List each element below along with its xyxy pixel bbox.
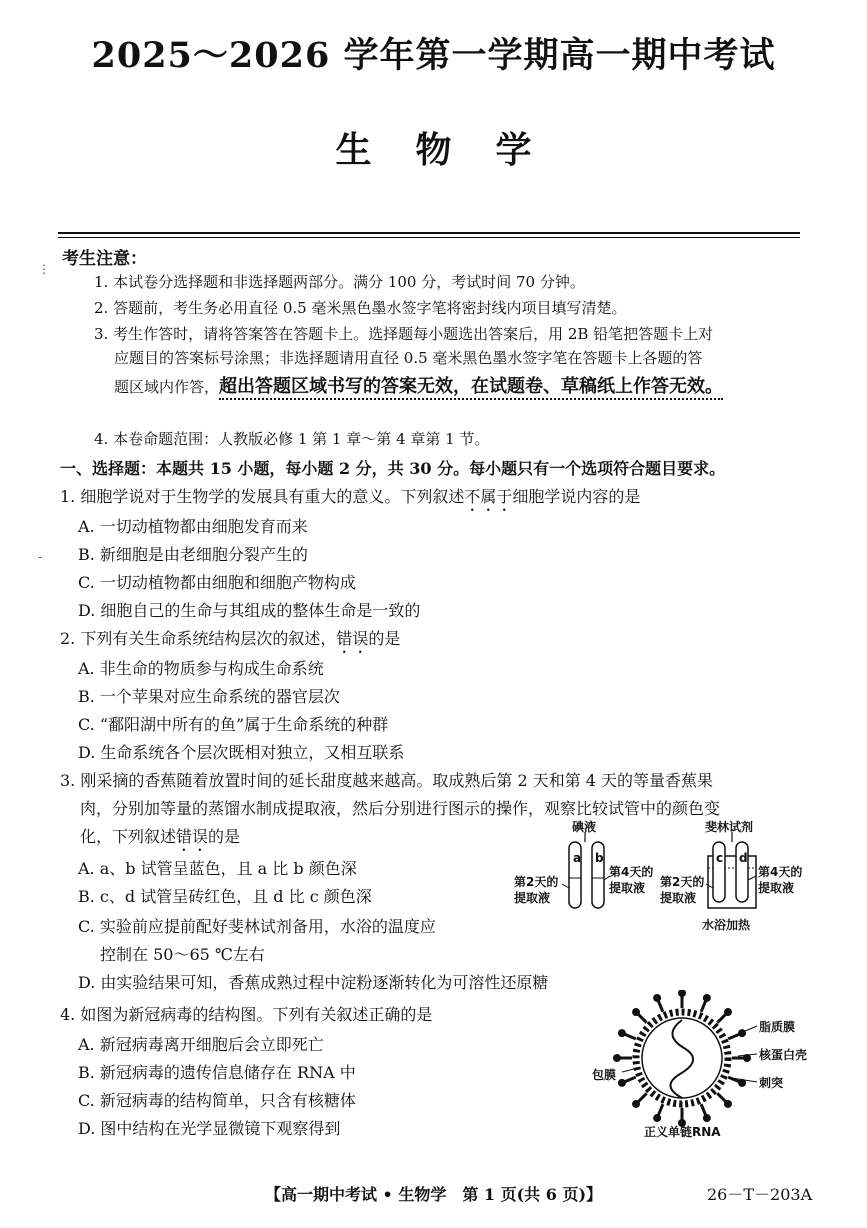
spike-head xyxy=(618,1029,626,1037)
q4-option-b: B. 新冠病毒的遗传信息储存在 RNA 中 xyxy=(78,1063,356,1082)
iodine-label: 碘液 xyxy=(572,820,597,834)
q4-option-a: A. 新冠病毒离开细胞后会立即死亡 xyxy=(78,1035,324,1054)
day4-label-left xyxy=(609,864,653,896)
capsid xyxy=(642,1018,722,1098)
spike-head xyxy=(678,990,686,997)
notice-item-1: 1. 本试卷分选择题和非选择题两部分。满分 100 分，考试时间 70 分钟。 xyxy=(94,273,585,291)
q3-stem-line-3 xyxy=(80,824,240,855)
label-line: 第2天的 xyxy=(660,875,705,889)
page-footer: 【高一期中考试 • 生物学 第 1 页(共 6 页)】 xyxy=(264,1185,603,1204)
fehling-label: 斐林试剂 xyxy=(705,820,754,834)
spike xyxy=(717,1014,725,1022)
spike-head xyxy=(653,994,661,1002)
exam-code: 26－T－203A xyxy=(707,1185,813,1204)
q2-stem-text-end: 的是 xyxy=(368,629,401,648)
margin-mark: ⋮ xyxy=(38,262,50,276)
day2-pointer-left xyxy=(562,884,569,888)
header-rule-thin xyxy=(58,237,800,238)
q1-option-b: B. 新细胞是由老细胞分裂产生的 xyxy=(78,545,308,564)
spike-head xyxy=(703,994,711,1002)
spike xyxy=(638,1014,646,1022)
q3-figure xyxy=(510,818,810,938)
q2-option-c: C. “鄱阳湖中所有的鱼”属于生命系统的种群 xyxy=(78,715,389,734)
spike-head xyxy=(724,1100,732,1108)
q3-option-c-cont: 控制在 50～65 ℃左右 xyxy=(100,945,265,964)
spike-head xyxy=(632,1008,640,1016)
tube-d-label: d xyxy=(739,851,748,865)
q1-option-a: A. 一切动植物都由细胞发育而来 xyxy=(78,517,308,536)
notice-item-4: 4. 本卷命题范围：人教版必修 1 第 1 章～第 4 章第 1 节。 xyxy=(94,430,490,448)
spike-head xyxy=(724,1008,732,1016)
q2-emphasis: 错误 xyxy=(336,629,369,648)
label-line: 提取液 xyxy=(758,881,795,895)
day2-pointer-right xyxy=(706,884,713,888)
q4-option-c: C. 新冠病毒的结构简单，只含有核糖体 xyxy=(78,1091,356,1110)
spike-head xyxy=(703,1114,711,1122)
q3-stem-line-2: 肉，分别加等量的蒸馏水制成提取液，然后分别进行图示的操作，观察比较试管中的颜色变 xyxy=(80,799,721,818)
virus-diagram xyxy=(592,990,822,1140)
q2-option-a: A. 非生命的物质参与构成生命系统 xyxy=(78,659,324,678)
exam-title: 2025～2026 学年第一学期高一期中考试 xyxy=(91,35,776,76)
notice-text: 题区域内作答， xyxy=(114,378,220,396)
tube-a-label: a xyxy=(573,851,582,865)
notice-item-2: 2. 答题前，考生务必用直径 0.5 毫米黑色墨水签字笔将密封线内项目填写清楚。 xyxy=(94,299,627,317)
section-heading: 一、选择题：本题共 15 小题，每小题 2 分，共 30 分。每小题只有一个选项符合题目要求。 xyxy=(60,459,726,478)
spike xyxy=(658,1001,663,1012)
q2-stem-text: 2. 下列有关生命系统结构层次的叙述， xyxy=(60,629,337,648)
day2-label-left xyxy=(514,874,558,906)
spike-head xyxy=(632,1100,640,1108)
label-line: 提取液 xyxy=(514,891,551,905)
q1-option-d: D. 细胞自己的生命与其组成的整体生命是一致的 xyxy=(78,601,421,620)
label-line: 提取液 xyxy=(660,891,697,905)
subject-char-1: 生 xyxy=(335,129,372,171)
rna-strand xyxy=(670,1020,693,1098)
lipid-membrane xyxy=(636,1012,728,1104)
label-line: 第4天的 xyxy=(758,865,803,879)
notice-item-3-cont2 xyxy=(114,372,723,398)
label-line: 第2天的 xyxy=(514,875,559,889)
tube-c-label: c xyxy=(716,851,724,865)
notice-item-3: 3. 考生作答时，请将答案答在答题卡上。选择题每小题选出答案后，用 2B 铅笔把答题卡上对 xyxy=(94,325,714,343)
q1-stem-text: 1. 细胞学说对于生物学的发展具有重大的意义。下列叙述 xyxy=(60,487,465,506)
q4-option-d: D. 图中结构在光学显微镜下观察得到 xyxy=(78,1119,341,1138)
spike xyxy=(625,1034,636,1039)
day2-label-right xyxy=(660,874,704,906)
spike xyxy=(658,1104,663,1115)
subject-char-2: 物 xyxy=(415,129,452,171)
notice-item-3-cont: 应题目的答案标号涂黑；非选择题请用直径 0.5 毫米黑色墨水签字笔在答题卡上各题的答 xyxy=(114,349,703,367)
q4-stem: 4. 如图为新冠病毒的结构图。下列有关叙述正确的是 xyxy=(60,1005,433,1024)
bath-label: 水浴加热 xyxy=(702,918,751,932)
envelope-label: 包膜 xyxy=(592,1068,617,1082)
notice-warning: 超出答题区域书写的答案无效，在试题卷、草稿纸上作答无效。 xyxy=(219,376,723,400)
q2-option-b: B. 一个苹果对应生命系统的器官层次 xyxy=(78,687,340,706)
spike xyxy=(625,1077,636,1082)
spike xyxy=(701,1104,706,1115)
q3-option-b: B. c、d 试管呈砖红色，且 d 比 c 颜色深 xyxy=(78,887,372,906)
lipid-label: 脂质膜 xyxy=(759,1020,796,1034)
spike xyxy=(638,1093,646,1101)
q1-stem xyxy=(60,484,640,515)
spike xyxy=(728,1034,739,1039)
q2-stem xyxy=(60,626,400,657)
q3-stem-text: 化，下列叙述 xyxy=(80,827,177,846)
label-line: 第4天的 xyxy=(609,865,654,879)
tube-b-label: b xyxy=(595,851,604,865)
q2-option-d: D. 生命系统各个层次既相对独立，又相互联系 xyxy=(78,743,405,762)
q1-stem-text-end: 细胞学说内容的是 xyxy=(512,487,641,506)
margin-mark: - xyxy=(38,550,43,564)
spike-head xyxy=(618,1079,626,1087)
subject-char-3: 学 xyxy=(495,129,532,171)
day4-label-right xyxy=(758,864,802,896)
q3-emphasis: 错误 xyxy=(176,827,209,846)
spike xyxy=(717,1093,725,1101)
q3-stem-text-end: 的是 xyxy=(208,827,241,846)
header-rule-thick xyxy=(58,232,800,234)
q3-option-c: C. 实验前应提前配好斐林试剂备用，水浴的温度应 xyxy=(78,917,436,936)
spike-label: 刺突 xyxy=(759,1076,784,1090)
q1-option-c: C. 一切动植物都由细胞和细胞产物构成 xyxy=(78,573,356,592)
spike xyxy=(701,1001,706,1012)
label-line: 提取液 xyxy=(609,881,646,895)
day4-pointer-right xyxy=(748,876,756,880)
spike-head xyxy=(613,1054,621,1062)
q4-figure xyxy=(592,990,822,1140)
rna-label: 正义单链RNA xyxy=(644,1125,721,1139)
q3-option-d: D. 由实验结果可知，香蕉成熟过程中淀粉逐渐转化为可溶性还原糖 xyxy=(78,973,549,992)
capsid-label: 核蛋白壳 xyxy=(759,1048,808,1062)
q3-stem-line-1: 3. 刚采摘的香蕉随着放置时间的延长甜度越来越高。取成熟后第 2 天和第 4 天的等量香蕉果 xyxy=(60,771,714,790)
q3-option-a: A. a、b 试管呈蓝色，且 a 比 b 颜色深 xyxy=(78,859,357,878)
subject-title xyxy=(0,122,867,173)
notice-heading: 考生注意： xyxy=(62,249,147,269)
q1-emphasis: 不属于 xyxy=(464,487,513,506)
spike-head xyxy=(653,1114,661,1122)
